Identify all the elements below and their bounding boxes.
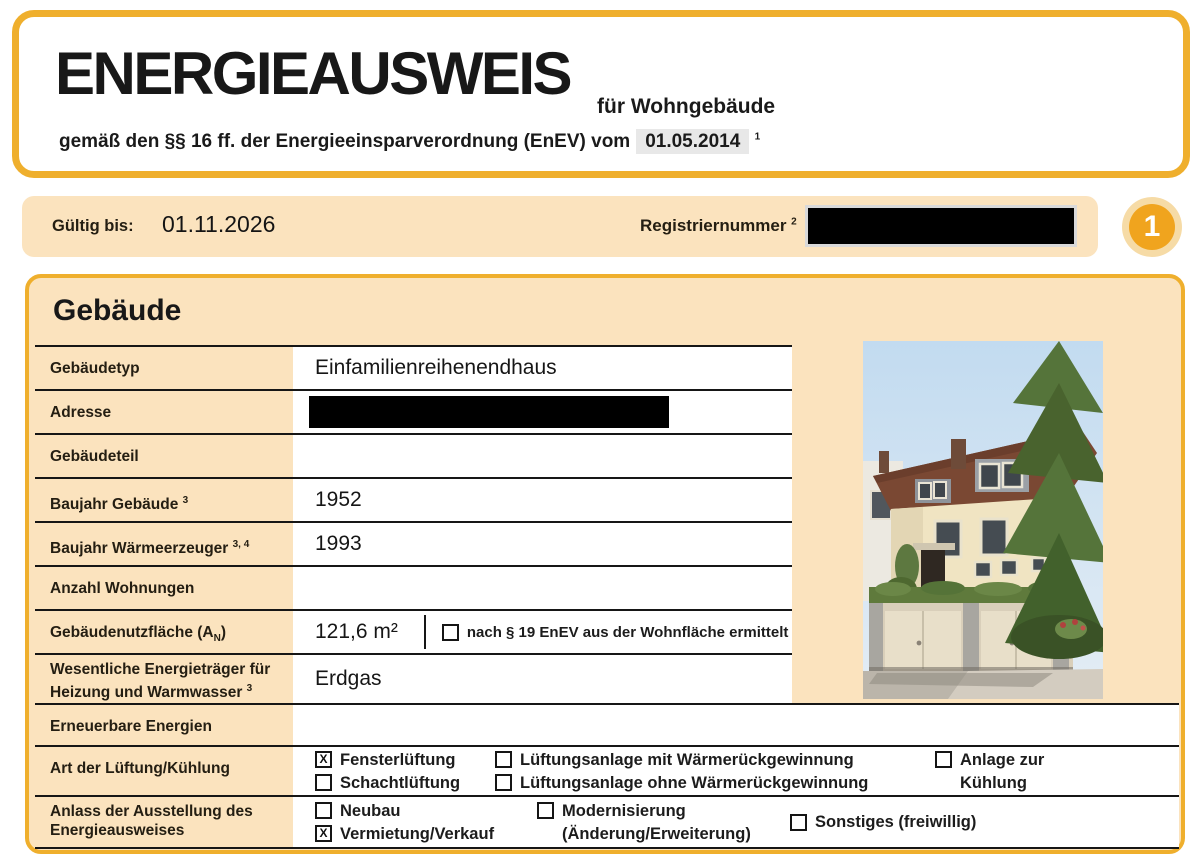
row-value: Einfamilienreihenendhaus [293,347,792,389]
gebaeude-section [25,274,1185,854]
page-number-badge-ring [1122,197,1182,257]
row-label: Gebäudetyp [50,360,140,377]
option-anlage-zur-kuehlung-line2: Kühlung [960,773,1027,792]
checkbox-lueftungsanlage-mit-wrg[interactable] [495,751,512,768]
option-vermietung-verkauf: X Vermietung/Verkauf [315,824,537,844]
row-value [293,435,792,477]
checkbox-neubau[interactable] [315,802,332,819]
row-label: Erneuerbare Energien [50,718,212,735]
row-gebaeudenutzflaeche [35,609,792,653]
checkbox-vermietung-verkauf[interactable]: X [315,825,332,842]
option-modernisierung: Modernisierung [537,801,790,821]
row-value: 1993 [293,523,792,565]
area-value: 121,6 m² [315,620,398,643]
row-label: Art der Lüftung/Kühlung [50,760,230,777]
registry-number-label: Registriernummer $^2$ [640,216,797,235]
option-lueftungsanlage-ohne-wrg: Lüftungsanlage ohne Wärmerückgewinnung [495,773,935,793]
row-label: Gebäudenutzfläche $(A_N)$ [50,624,227,645]
footnote-ref-1: 1 [754,131,761,143]
checkbox-sonstiges[interactable] [790,814,807,831]
row-baujahr-waermeerzeuger [35,521,792,565]
row-gebaeudetyp [35,345,792,389]
checkbox-wohnflaeche-ermittelt[interactable] [442,624,459,641]
area-note-label: nach § 19 EnEV aus der Wohnfläche ermittelt [466,623,789,641]
vertical-divider [424,615,426,649]
checkbox-anlage-zur-kuehlung[interactable] [935,751,952,768]
row-adresse [35,389,792,433]
row-anlass-ausstellung [35,795,1179,849]
row-erneuerbare-energien [35,703,1179,745]
footnote-ref-3: 3 [246,683,253,694]
checkbox-fensterlueftung[interactable]: X [315,751,332,768]
law-reference-line [59,131,760,153]
row-lueftung-kuehlung [35,745,1179,795]
document-title: ENERGIEAUSWEIS [55,40,571,107]
row-label: Gebäudeteil [50,448,139,465]
redacted-registry-number [805,205,1077,247]
footnote-ref-3-4: 3, 4 [232,539,250,550]
valid-until-date: 01.11.2026 [162,211,276,237]
page-number-badge: 1 [1129,204,1175,250]
footnote-ref-3: 3 [182,495,189,506]
option-fensterlueftung: X Fensterlüftung [315,750,495,770]
row-label: Baujahr Wärmeerzeuger $^{3, 4}$ [50,539,250,558]
row-label: Adresse [50,404,112,421]
row-energietraeger [35,653,792,703]
row-value [293,747,1179,795]
row-label: Wesentliche Energieträger für Heizung und Warmwasser $^3$ [50,661,271,702]
law-reference-text: gemäß den §§ 16 ff. der Energieeinsparverordnung (EnEV) vom [59,131,631,152]
checkbox-lueftungsanlage-ohne-wrg[interactable] [495,774,512,791]
checkbox-schachtlueftung[interactable] [315,774,332,791]
area-note [442,624,788,641]
section-title-gebaeude: Gebäude [53,294,182,327]
row-value [293,611,792,653]
option-schachtlueftung: Schachtlüftung [315,773,495,793]
row-value [293,567,792,609]
law-date-highlight: 01.05.2014 [636,129,749,154]
row-baujahr-gebaeude [35,477,792,521]
row-gebaeudeteil [35,433,792,477]
certificate-header [12,10,1190,178]
option-modernisierung-line2: (Änderung/Erweiterung) [562,824,751,843]
option-lueftungsanlage-mit-wrg: Lüftungsanlage mit Wärmerückgewinnung [495,750,935,770]
building-photo [863,341,1103,699]
subscript-n: N [213,633,221,645]
row-value [293,705,1179,745]
validity-band [22,196,1098,257]
row-label: Baujahr Gebäude $^3$ [50,495,189,514]
row-value: 1952 [293,479,792,521]
row-label: Anzahl Wohnungen [50,580,195,597]
option-sonstiges: Sonstiges (freiwillig) [790,812,976,832]
row-anzahl-wohnungen [35,565,792,609]
row-value: Erdgas [293,655,792,703]
row-value [293,391,792,433]
document-subtitle: für Wohngebäude [597,95,776,118]
option-anlage-zur-kuehlung: Anlage zur [935,750,1044,770]
row-value [293,797,1179,847]
footnote-ref-2: 2 [791,216,797,228]
option-neubau: Neubau [315,801,537,821]
redacted-address [309,396,669,428]
row-label: Anlass der Ausstellung des Energieausweises [50,803,253,839]
checkbox-modernisierung[interactable] [537,802,554,819]
valid-until-label: Gültig bis: [52,217,134,235]
